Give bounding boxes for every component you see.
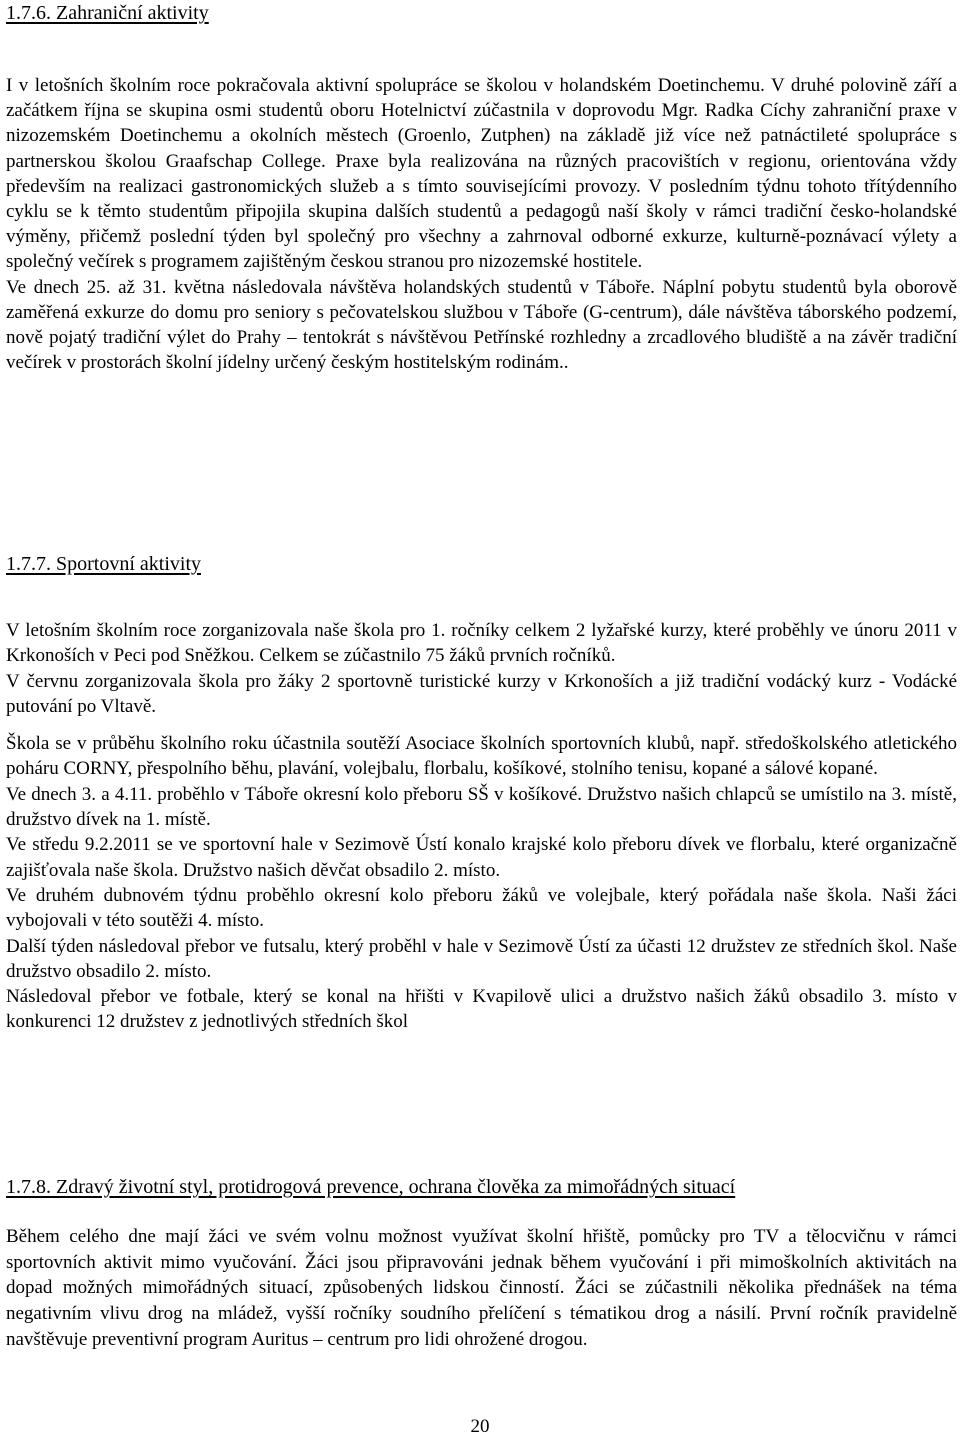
paragraph: V červnu zorganizovala škola pro žáky 2 sportovně turistické kurzy v Krkonoších a již tradiční vodácký kurz - Vodácké putování po Vltavě.: [6, 670, 957, 717]
section-body-zahranicni-aktivity: [6, 73, 957, 375]
paragraph: I v letošních školním roce pokračovala aktivní spolupráce se školou v holandském Doetinchemu. V druhé polovině září a začátkem října se skupina osmi studentů oboru Hotelnictví zúčastnila v doprovodu Mgr. Radka Cíchy zahraniční praxe v nizozemském Doetinchemu a okolních městech (Groenlo, Zutphen) na základě již více než patnáctileté spolupráce s partnerskou školou Graafschap College. Praxe byla realizována na různých pracovištích v regionu, orientována vždy především na realizaci gastronomických služeb a s tímto souvisejícími provozy. V posledním týdnu tohoto třítýdenního cyklu se k těmto studentům připojila skupina dalších studentů a pedagogů naší školy v rámci tradiční česko-holandské výměny, přičemž poslední týden byl společný pro všechny a zahrnoval odborné exkurze, kulturně-poznávací výlety a společný večírek s programem zajištěným českou stranou pro nizozemské hostitele.: [6, 75, 957, 273]
paragraph: Během celého dne mají žáci ve svém volnu možnost využívat školní hřiště, pomůcky pro TV a tělocvičnu v rámci sportovních aktivit mimo vyučování. Žáci jsou připravováni jednak během vyučování i při mimoškolních aktivitách na dopad možných mimořádných situací, způsobených lidskou činností. Žáci se zúčastnili několika přednášek na téma negativním vlivu drog na mládež, vyšší ročníky soudního přelíčení s tématikou drog a násilí. První ročník pravidelně navštěvuje preventivní program Auritus – centrum pro lidi ohrožené drogou.: [6, 1226, 957, 1350]
paragraph: Následoval přebor ve fotbale, který se konal na hřišti v Kvapilově ulici a družstvo našich žáků obsadilo 3. místo v konkurenci 12 družstev z jednotlivých středních škol: [6, 986, 957, 1033]
section-heading-sportovni-aktivity: 1.7.7. Sportovní aktivity: [6, 553, 201, 575]
section-body-zdravy-zivotni-styl: [6, 1224, 957, 1353]
paragraph: Škola se v průběhu školního roku účastnila soutěží Asociace školních sportovních klubů, např. středoškolského atletického poháru CORNY, přespolního běhu, plavání, volejbalu, florbalu, košíkové, stolního tenisu, kopané a sálové kopané.: [6, 733, 957, 780]
paragraph: V letošním školním roce zorganizovala naše škola pro 1. ročníky celkem 2 lyžařské kurzy, které proběhly ve únoru 2011 v Krkonoších v Peci pod Sněžkou. Celkem se zúčastnilo 75 žáků prvních ročníků.: [6, 620, 957, 667]
section-heading-zahranicni-aktivity: 1.7.6. Zahraniční aktivity: [6, 2, 209, 24]
paragraph: Další týden následoval přebor ve futsalu, který proběhl v hale v Sezimově Ústí za účasti 12 družstev ze středních škol. Naše družstvo obsadilo 2. místo.: [6, 935, 957, 982]
paragraph: Ve druhém dubnovém týdnu proběhlo okresní kolo přeboru žáků ve volejbale, který pořádala naše škola. Naši žáci vybojovali v této soutěži 4. místo.: [6, 884, 957, 932]
section-body-sportovni-aktivity: [6, 618, 957, 1035]
page-number: 20: [470, 1416, 490, 1437]
section-heading-zdravy-zivotni-styl: 1.7.8. Zdravý životní styl, protidrogová prevence, ochrana člověka za mimořádných situací: [6, 1176, 736, 1198]
paragraph: Ve dnech 3. a 4.11. proběhlo v Táboře okresní kolo přeboru SŠ v košíkové. Družstvo našich chlapců se umístilo na 3. místě, družstvo dívek na 1. místě.: [6, 783, 957, 831]
paragraph: Ve dnech 25. až 31. května následovala návštěva holandských studentů v Táboře. Náplní pobytu studentů byla oborově zaměřená exkurze do domu pro seniory s pečovatelskou službou v Táboře (G-centrum), dále návštěva táborského podzemí, nově pojatý tradiční výlet do Prahy – tentokrát s návštěvou Petřínské rozhledny a zrcadlového bludiště a na závěr tradiční večírek v prostorách školní jídelny určený českým hostitelským rodinám..: [6, 276, 957, 374]
paragraph: Ve středu 9.2.2011 se ve sportovní hale v Sezimově Ústí konalo krajské kolo přeboru dívek ve florbalu, které organizačně zajišťovala naše škola. Družstvo našich děvčat obsadilo 2. místo.: [6, 834, 957, 881]
